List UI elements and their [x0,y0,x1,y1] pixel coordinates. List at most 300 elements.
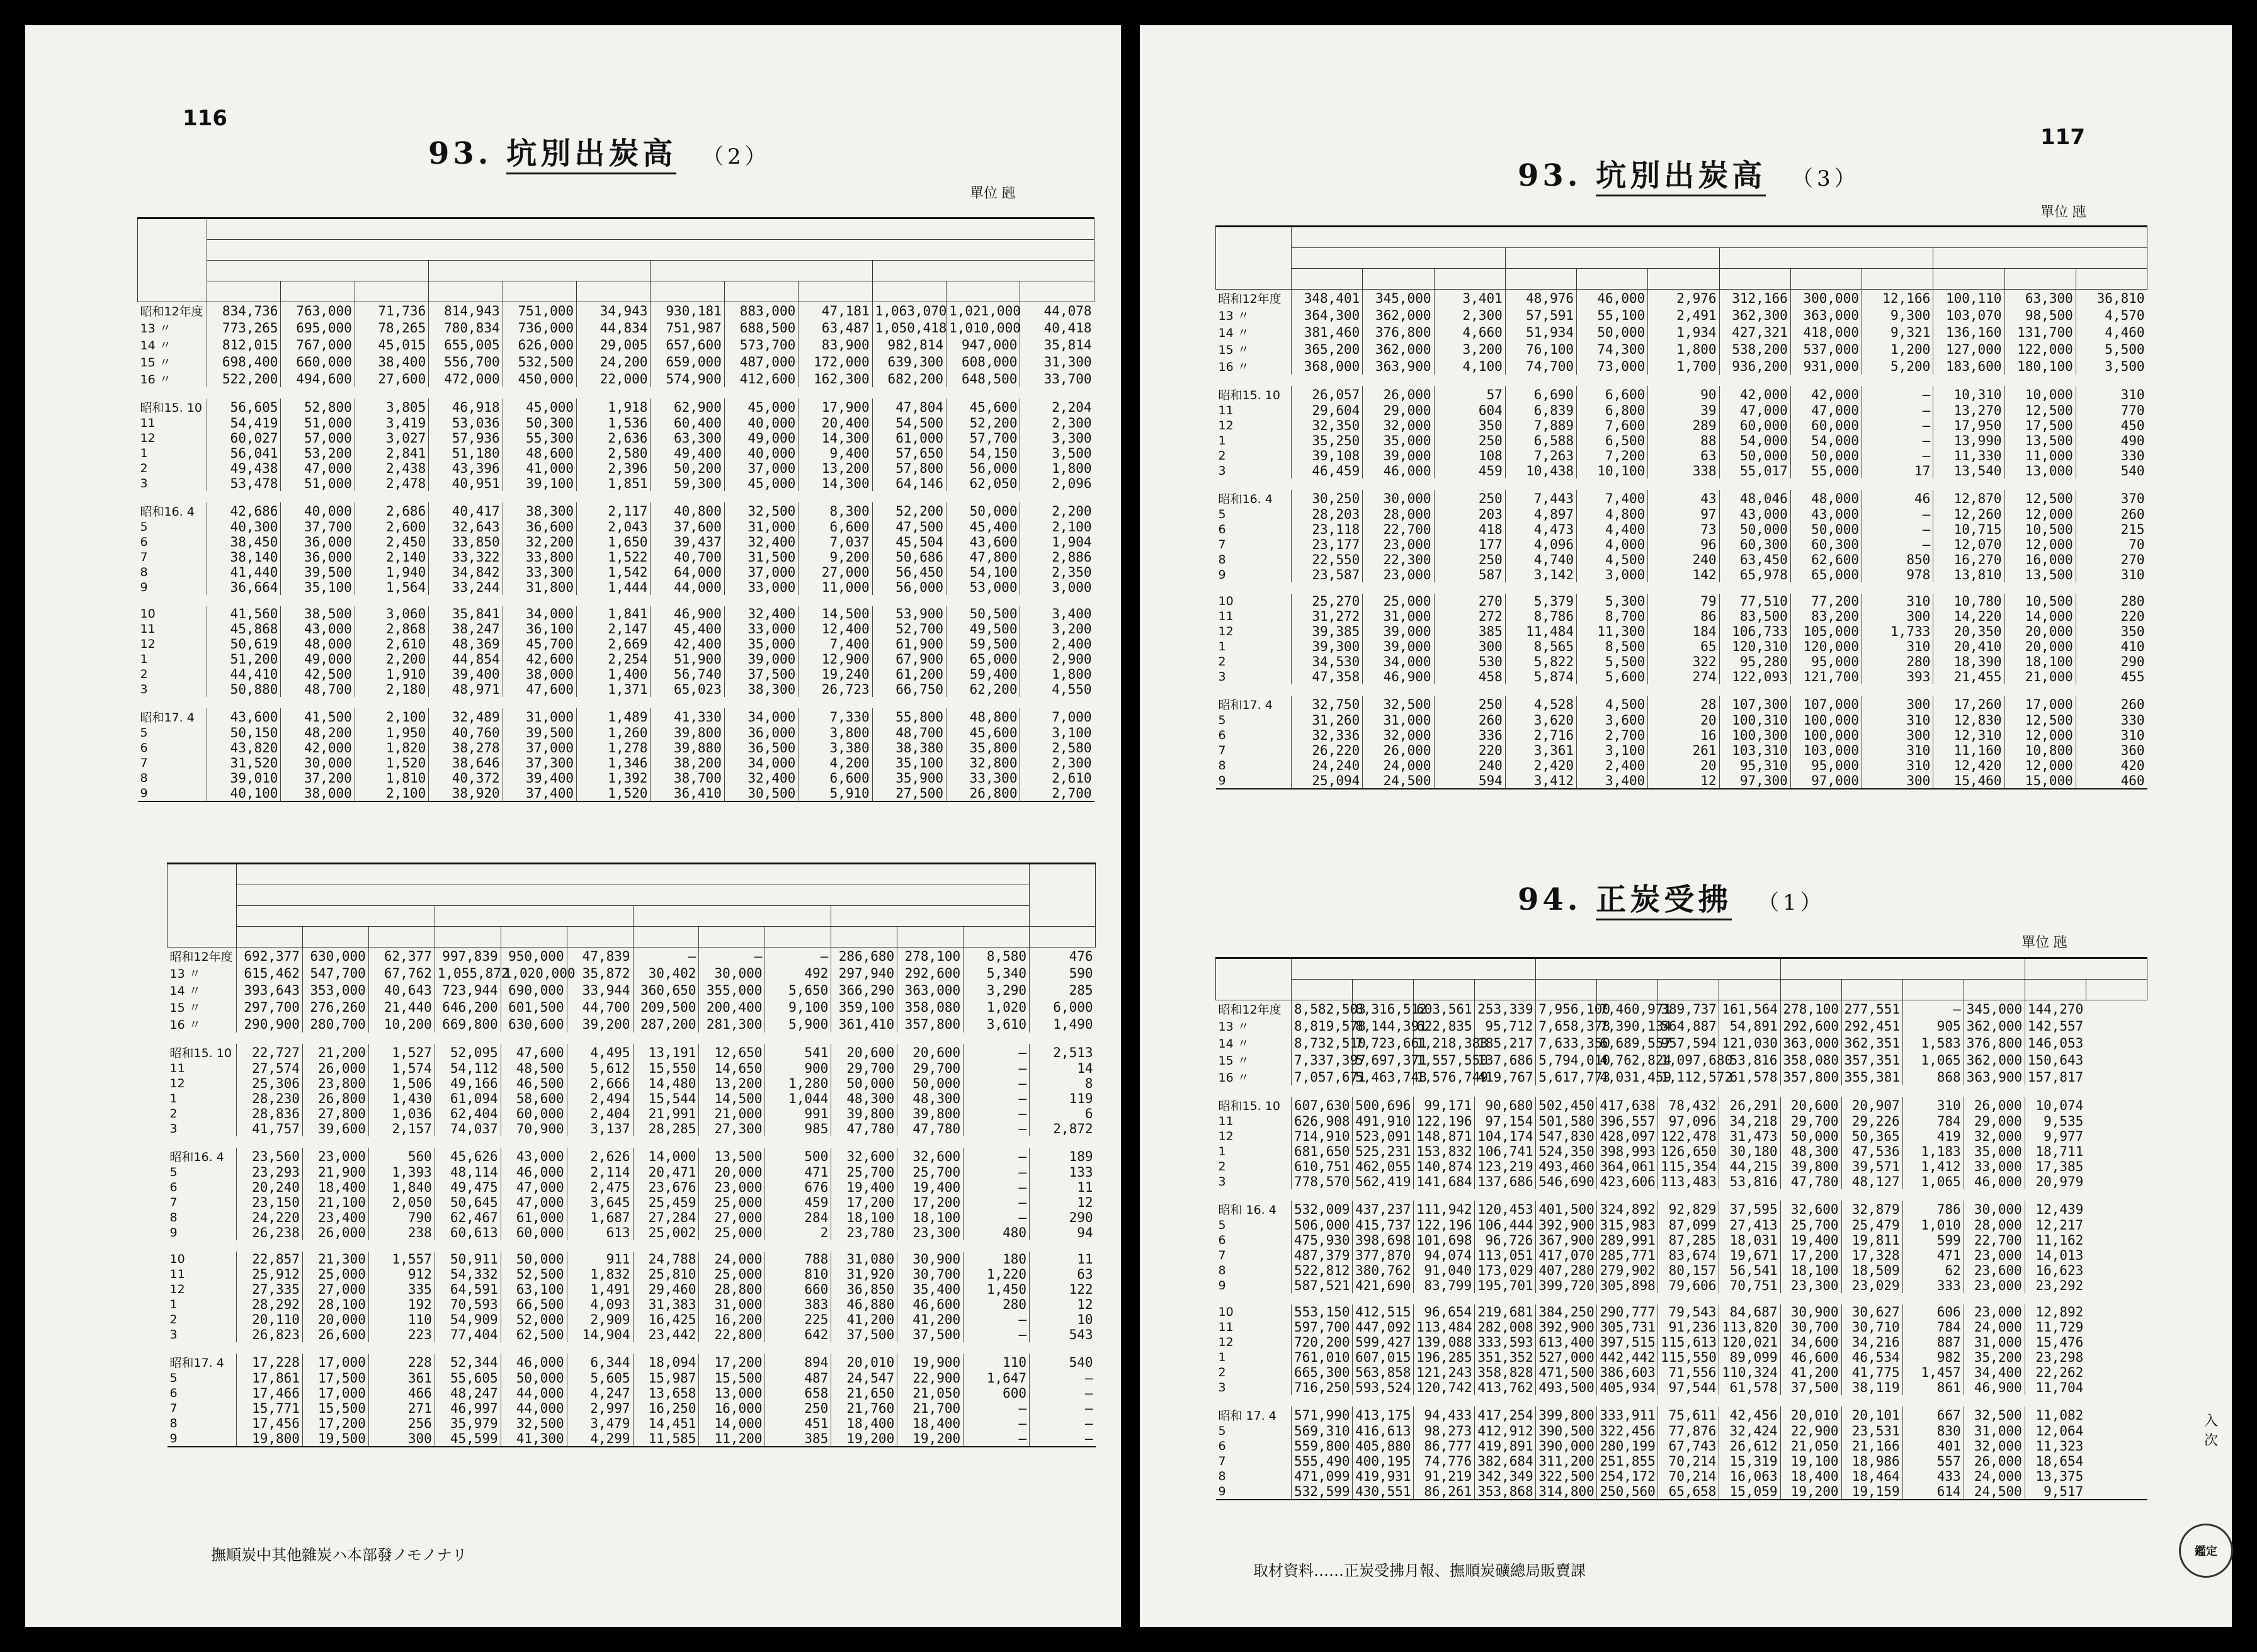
table-cell: 47,780 [897,1121,964,1136]
table-cell: 62,200 [947,682,1020,697]
row-label: 13 〃 [1218,309,1249,323]
table-cell: 127,000 [1933,341,2004,358]
table-cell: 377,870 [1353,1248,1414,1263]
table-cell: 47,500 [872,519,946,535]
table-cell: 46,534 [1841,1350,1902,1365]
column-header [1030,927,1096,948]
table-cell: 502,450 [1536,1097,1597,1114]
table-cell: 83,900 [799,336,872,353]
table-cell: 35,100 [281,580,355,595]
table-cell: 5,300 [1577,594,1648,609]
table-cell: 48,046 [1719,490,1790,507]
table-row [138,725,1094,740]
table-cell: 55,300 [503,431,576,446]
row-label: 6 [169,1386,178,1400]
table-cell: 52,700 [872,621,946,636]
table-cell: 32,000 [1964,1129,2025,1144]
table-cell: 21,900 [302,1165,368,1180]
row-label: 10 [1218,1305,1234,1319]
table-cell: 1,044 [765,1091,831,1106]
table-cell: 90,680 [1475,1097,1536,1114]
table-cell: 587 [1434,567,1505,582]
table-cell: 289,991 [1597,1233,1658,1248]
table-row [168,1282,1096,1297]
table-cell: 56,041 [207,446,281,461]
table-cell: 183,600 [1933,358,2004,375]
table-cell: 7,658,378 [1536,1017,1597,1034]
table-cell: 18,100 [831,1210,897,1225]
table-cell: 23,676 [633,1180,699,1195]
table-cell: 21,166 [1841,1439,1902,1454]
table-cell: 1,280 [765,1076,831,1091]
table-cell: 13,990 [1933,433,2004,448]
mine-header [1933,248,2147,269]
table-cell: 35,200 [1964,1350,2025,1365]
table-cell: 28,292 [237,1297,303,1312]
table-row [168,1195,1096,1210]
table-cell: 630,000 [302,948,368,965]
table-cell: 63,300 [2004,290,2076,307]
table-cell: 279,902 [1597,1263,1658,1278]
table-cell: 36,100 [503,621,576,636]
table-row [138,476,1094,491]
table-cell: 25,002 [633,1225,699,1240]
table-cell: 31,473 [1719,1129,1780,1144]
table-row [138,580,1094,595]
table-cell: 4,762,824 [1597,1051,1658,1068]
table-cell: 574,900 [651,370,724,387]
row-label: 9 [140,580,148,594]
table-cell: 12,166 [1862,290,1933,307]
table-cell: 905 [1902,1017,1964,1034]
table-cell: 41,775 [1841,1365,1902,1380]
row-label: 16 〃 [1218,1071,1249,1085]
table-cell: 912 [368,1267,435,1282]
table-title [428,129,770,173]
column-header [2086,980,2147,1000]
column-header [429,281,503,302]
table-cell: 54,100 [947,565,1020,580]
table-cell: 3,805 [355,399,428,416]
table-cell: — [1030,1416,1096,1431]
table-cell: 1,097,680 [1658,1051,1719,1068]
table-cell: 150,643 [2025,1051,2086,1068]
table-cell: 594 [1434,773,1505,789]
table-cell: 310 [1862,639,1933,654]
row-spacer [1216,478,2147,490]
table-row [138,535,1094,550]
table-cell: 555,490 [1292,1454,1353,1469]
table-cell: 522,812 [1292,1263,1353,1278]
column-header [1648,269,1719,290]
table-cell: 538,200 [1719,341,1790,358]
mine-header [1719,248,1933,269]
table-cell: 103,070 [1933,307,2004,324]
table-cell: 34,216 [1841,1335,1902,1350]
table-cell: 861 [1902,1380,1964,1395]
table-cell: 773,265 [207,319,281,336]
table-cell: 447,092 [1353,1320,1414,1335]
mine-header [237,906,435,927]
table-cell: 34,842 [429,565,503,580]
table-row [138,771,1094,786]
table-cell: 3,600 [1577,713,1648,728]
table-row [168,1386,1096,1401]
table-cell: 7,460,971 [1597,1000,1658,1018]
table-cell: 3,060 [355,606,428,621]
table-cell: 690,000 [501,982,567,999]
table-cell: 96,726 [1475,1233,1536,1248]
table-cell: 28,230 [237,1091,303,1106]
table-cell: 11,300 [1577,624,1648,639]
table-row [168,1267,1096,1282]
table-cell: 540 [2076,463,2147,478]
table-cell: 931,000 [1790,358,1862,375]
table-cell: 43,000 [501,1148,567,1165]
table-cell: 13,500 [2004,433,2076,448]
table-cell: 63,100 [501,1282,567,1297]
table-cell: 610,751 [1292,1159,1353,1174]
table-cell: 43,000 [1790,507,1862,522]
table-cell: 21,991 [633,1106,699,1121]
table-cell: 2,580 [1020,740,1094,755]
table-cell: 99,171 [1414,1097,1475,1114]
row-label: 昭和 17. 4 [1218,1409,1276,1423]
table-cell: 87,285 [1658,1233,1719,1248]
row-label: 13 〃 [140,322,171,336]
table-row [1216,1233,2147,1248]
table-cell: 37,600 [651,519,724,535]
table-cell: 487 [765,1371,831,1386]
table-cell: 324,892 [1597,1201,1658,1218]
table-cell: 25,000 [302,1267,368,1282]
mine-header [429,261,651,281]
table-cell: 11 [1030,1252,1096,1267]
table-cell: 300 [1434,639,1505,654]
table-cell: 63 [1648,448,1719,463]
row-spacer [168,1136,1096,1148]
row-header [1216,958,1292,1000]
table-cell: 54,150 [947,446,1020,461]
table-cell: 622,835 [1414,1017,1475,1034]
row-label: 1 [140,446,148,460]
table-cell: 32,350 [1292,418,1363,433]
table-cell: 692,377 [237,948,303,965]
table-cell: 1,934 [1648,324,1719,341]
mine-header [1292,248,1506,269]
table-cell: 23,000 [1363,537,1434,552]
table-cell: 54,000 [1719,433,1790,448]
row-label: 5 [140,726,148,740]
table-cell: 8,700 [1577,609,1648,624]
mine-header [1780,958,2025,980]
table-cell: 613 [567,1225,633,1240]
table-cell: 2,997 [567,1401,633,1416]
table-cell: 60,613 [435,1225,501,1240]
table-cell: 22,800 [699,1327,765,1342]
table-cell: 25,700 [897,1165,964,1180]
table-cell: 30,700 [897,1267,964,1282]
table-row [1216,1114,2147,1129]
column-header [281,281,355,302]
table-cell: 106,444 [1475,1218,1536,1233]
table-cell: 30,180 [1719,1144,1780,1159]
row-label: 昭和17. 4 [1218,698,1273,712]
table-cell: 21,200 [302,1044,368,1061]
row-label: 9 [140,786,148,800]
table-cell: 37,700 [281,519,355,535]
table-cell: 39,000 [1363,448,1434,463]
table-cell: 22,700 [1964,1233,2025,1248]
table-cell: 48,700 [281,682,355,697]
table-cell: 8,316,512 [1353,1000,1414,1018]
table-cell: 58,600 [501,1091,567,1106]
table-cell: — [1862,507,1933,522]
table-row [1216,1263,2147,1278]
table-cell: 238 [368,1225,435,1240]
column-header [633,927,699,948]
table-cell: 32,500 [1363,696,1434,713]
table-cell: 850 [1862,552,1933,567]
table-cell: 100,000 [1790,713,1862,728]
table-cell: 360,650 [633,982,699,999]
table-row [1216,728,2147,743]
table-cell: 278,100 [1780,1000,1841,1018]
table-cell: 658 [765,1386,831,1401]
table-cell: 46,600 [1780,1350,1841,1365]
table-cell: 34,218 [1719,1114,1780,1129]
row-label: 2 [169,1107,178,1121]
table-cell: 107,000 [1790,696,1862,713]
table-cell: 33,300 [947,771,1020,786]
table-cell: 47,000 [501,1195,567,1210]
table-cell: 18,654 [2025,1454,2086,1469]
table-row [168,1106,1096,1121]
table-cell: 261 [1648,743,1719,758]
table-row [1216,758,2147,773]
table-cell: 25,000 [1363,594,1434,609]
table-row [138,353,1094,370]
column-header [1841,980,1902,1000]
table-cell: 26,057 [1292,386,1363,403]
table-cell: 32,500 [501,1416,567,1431]
table-cell: 16,000 [699,1401,765,1416]
table-cell: 2,200 [1020,502,1094,519]
table-cell: 250 [1434,696,1505,713]
table-cell: 28,800 [699,1282,765,1297]
table-cell: 39,880 [651,740,724,755]
table-cell: 42,400 [651,636,724,652]
table-row [1216,1365,2147,1380]
table-cell: 46 [1862,490,1933,507]
table-cell: 810 [765,1267,831,1282]
row-label: 8 [1218,553,1226,567]
row-label: 9 [169,1432,178,1445]
table-cell: 22,900 [1780,1423,1841,1439]
table-cell: 65,000 [947,652,1020,667]
table-cell: 47,000 [501,1180,567,1195]
table-cell: 401,500 [1536,1201,1597,1218]
table-cell: 92,829 [1658,1201,1719,1218]
table-cell: 33,850 [429,535,503,550]
row-label: 昭和15. 10 [1218,388,1280,402]
table-cell: 31,000 [1363,713,1434,728]
coal-receipt-table [1215,957,2147,1500]
table-cell: — [1030,1401,1096,1416]
table-cell: 9,300 [1862,307,1933,324]
table-cell: 14,000 [633,1148,699,1165]
table-cell: 32,000 [1363,418,1434,433]
table-cell: 292,600 [897,965,964,982]
table-cell: 1,576,749 [1414,1068,1475,1085]
table-cell: 56,000 [872,580,946,595]
row-label: 1 [169,1092,178,1106]
table-cell: 20,400 [799,416,872,431]
table-cell: 64,591 [435,1282,501,1297]
table-cell: 362,000 [1363,341,1434,358]
table-cell: 300 [1862,696,1933,713]
table-cell: 256 [368,1416,435,1431]
row-label: 1 [1218,640,1226,653]
column-header [947,281,1020,302]
row-label: 2 [169,1313,178,1327]
table-cell: 1,733 [1862,624,1933,639]
table-cell: 123,219 [1475,1159,1536,1174]
table-cell: 20,110 [237,1312,303,1327]
table-row [1216,594,2147,609]
table-cell: 407,280 [1536,1263,1597,1278]
table-cell: 276,260 [302,999,368,1016]
row-label: 7 [1218,1454,1226,1468]
table-cell: 26,612 [1719,1439,1780,1454]
table-cell: 417,254 [1475,1406,1536,1423]
table-cell: 51,000 [281,416,355,431]
table-cell: 13,500 [2004,567,2076,582]
table-cell: 280,199 [1597,1439,1658,1454]
table-cell: 110 [964,1354,1030,1371]
table-number: 93. [1518,158,1582,193]
table-cell: 32,424 [1719,1423,1780,1439]
table-cell: 1,036 [368,1106,435,1121]
table-cell: 2,475 [567,1180,633,1195]
row-label: 16 〃 [169,1018,201,1032]
table-cell: 522,200 [207,370,281,387]
table-cell: 50,000 [947,502,1020,519]
table-cell: 32,750 [1292,696,1363,713]
table-row [1216,341,2147,358]
table-cell: 31,500 [724,550,798,565]
table-cell: 26,000 [1363,386,1434,403]
table-cell: 19,811 [1841,1233,1902,1248]
table-cell: 26,000 [1964,1454,2025,1469]
table-cell: 8,732,510 [1292,1034,1353,1051]
table-part: （1） [1757,890,1826,915]
table-cell: 562,419 [1353,1174,1414,1189]
table-cell: 19,671 [1719,1248,1780,1263]
table-cell: 32,000 [1964,1439,2025,1454]
table-cell: 2,254 [577,652,651,667]
table-cell: 50,000 [501,1371,567,1386]
table-row [168,1061,1096,1076]
table-cell: 14,500 [699,1091,765,1106]
table-cell: 50,880 [207,682,281,697]
table-cell: 55,800 [872,708,946,725]
table-cell: 1,650 [577,535,651,550]
table-cell: 21,050 [897,1386,964,1401]
table-cell: 15,500 [699,1371,765,1386]
row-label: 10 [140,607,156,621]
table-cell: 61,200 [872,667,946,682]
table-cell: 95,712 [1475,1017,1536,1034]
table-cell: 333 [1902,1278,1964,1293]
table-cell: 957,594 [1658,1034,1719,1051]
output-table-outside [1215,225,2147,789]
table-cell: 3,200 [1434,341,1505,358]
table-cell: 41,300 [501,1431,567,1447]
table-cell: 38,300 [503,502,576,519]
table-cell: 54,909 [435,1312,501,1327]
table-cell: 8 [1030,1076,1096,1091]
table-cell: 45,000 [724,399,798,416]
row-label: 9 [1218,774,1226,788]
table-cell: 41,757 [237,1121,303,1136]
table-row [138,708,1094,725]
row-label: 昭和16. 4 [140,505,195,519]
table-row [1216,669,2147,684]
row-label: 2 [1218,1160,1226,1174]
row-label: 昭和 16. 4 [1218,1203,1276,1217]
table-cell: 6,600 [1577,386,1648,403]
table-cell: 455 [2076,669,2147,684]
table-cell: 655,005 [429,336,503,353]
table-cell: 1,430 [368,1091,435,1106]
table-cell: 23,293 [237,1165,303,1180]
subgroup-header [237,885,1030,906]
table-cell: 676 [765,1180,831,1195]
table-cell: 310 [2076,728,2147,743]
table-cell: 50,000 [1780,1129,1841,1144]
table-cell: 1,450 [964,1282,1030,1297]
table-cell: 362,300 [1719,307,1790,324]
table-cell: 45,000 [724,476,798,491]
table-cell: 2,420 [1505,758,1576,773]
table-row [1216,1129,2147,1144]
table-cell: 6 [1030,1106,1096,1121]
table-cell: 18,711 [2025,1144,2086,1159]
table-cell: 894 [765,1354,831,1371]
row-label: 6 [140,535,148,549]
column-header [1577,269,1648,290]
table-cell: 305,898 [1597,1278,1658,1293]
table-row [168,1210,1096,1225]
table-cell: 113,484 [1414,1320,1475,1335]
table-cell: 104,174 [1475,1129,1536,1144]
table-cell: 200,400 [699,999,765,1016]
table-cell: 506,000 [1292,1218,1353,1233]
table-cell: 20,471 [633,1165,699,1180]
table-cell: 32,500 [724,502,798,519]
table-cell: 25,700 [831,1165,897,1180]
table-row [138,446,1094,461]
table-cell: 22,700 [1363,522,1434,537]
row-label: 2 [140,461,148,475]
table-cell: 16,200 [699,1312,765,1327]
table-cell: — [964,1210,1030,1225]
table-cell: 390,500 [1536,1423,1597,1439]
table-cell: 39 [1648,403,1719,418]
table-cell: 60,000 [501,1225,567,1240]
table-row [168,999,1096,1016]
